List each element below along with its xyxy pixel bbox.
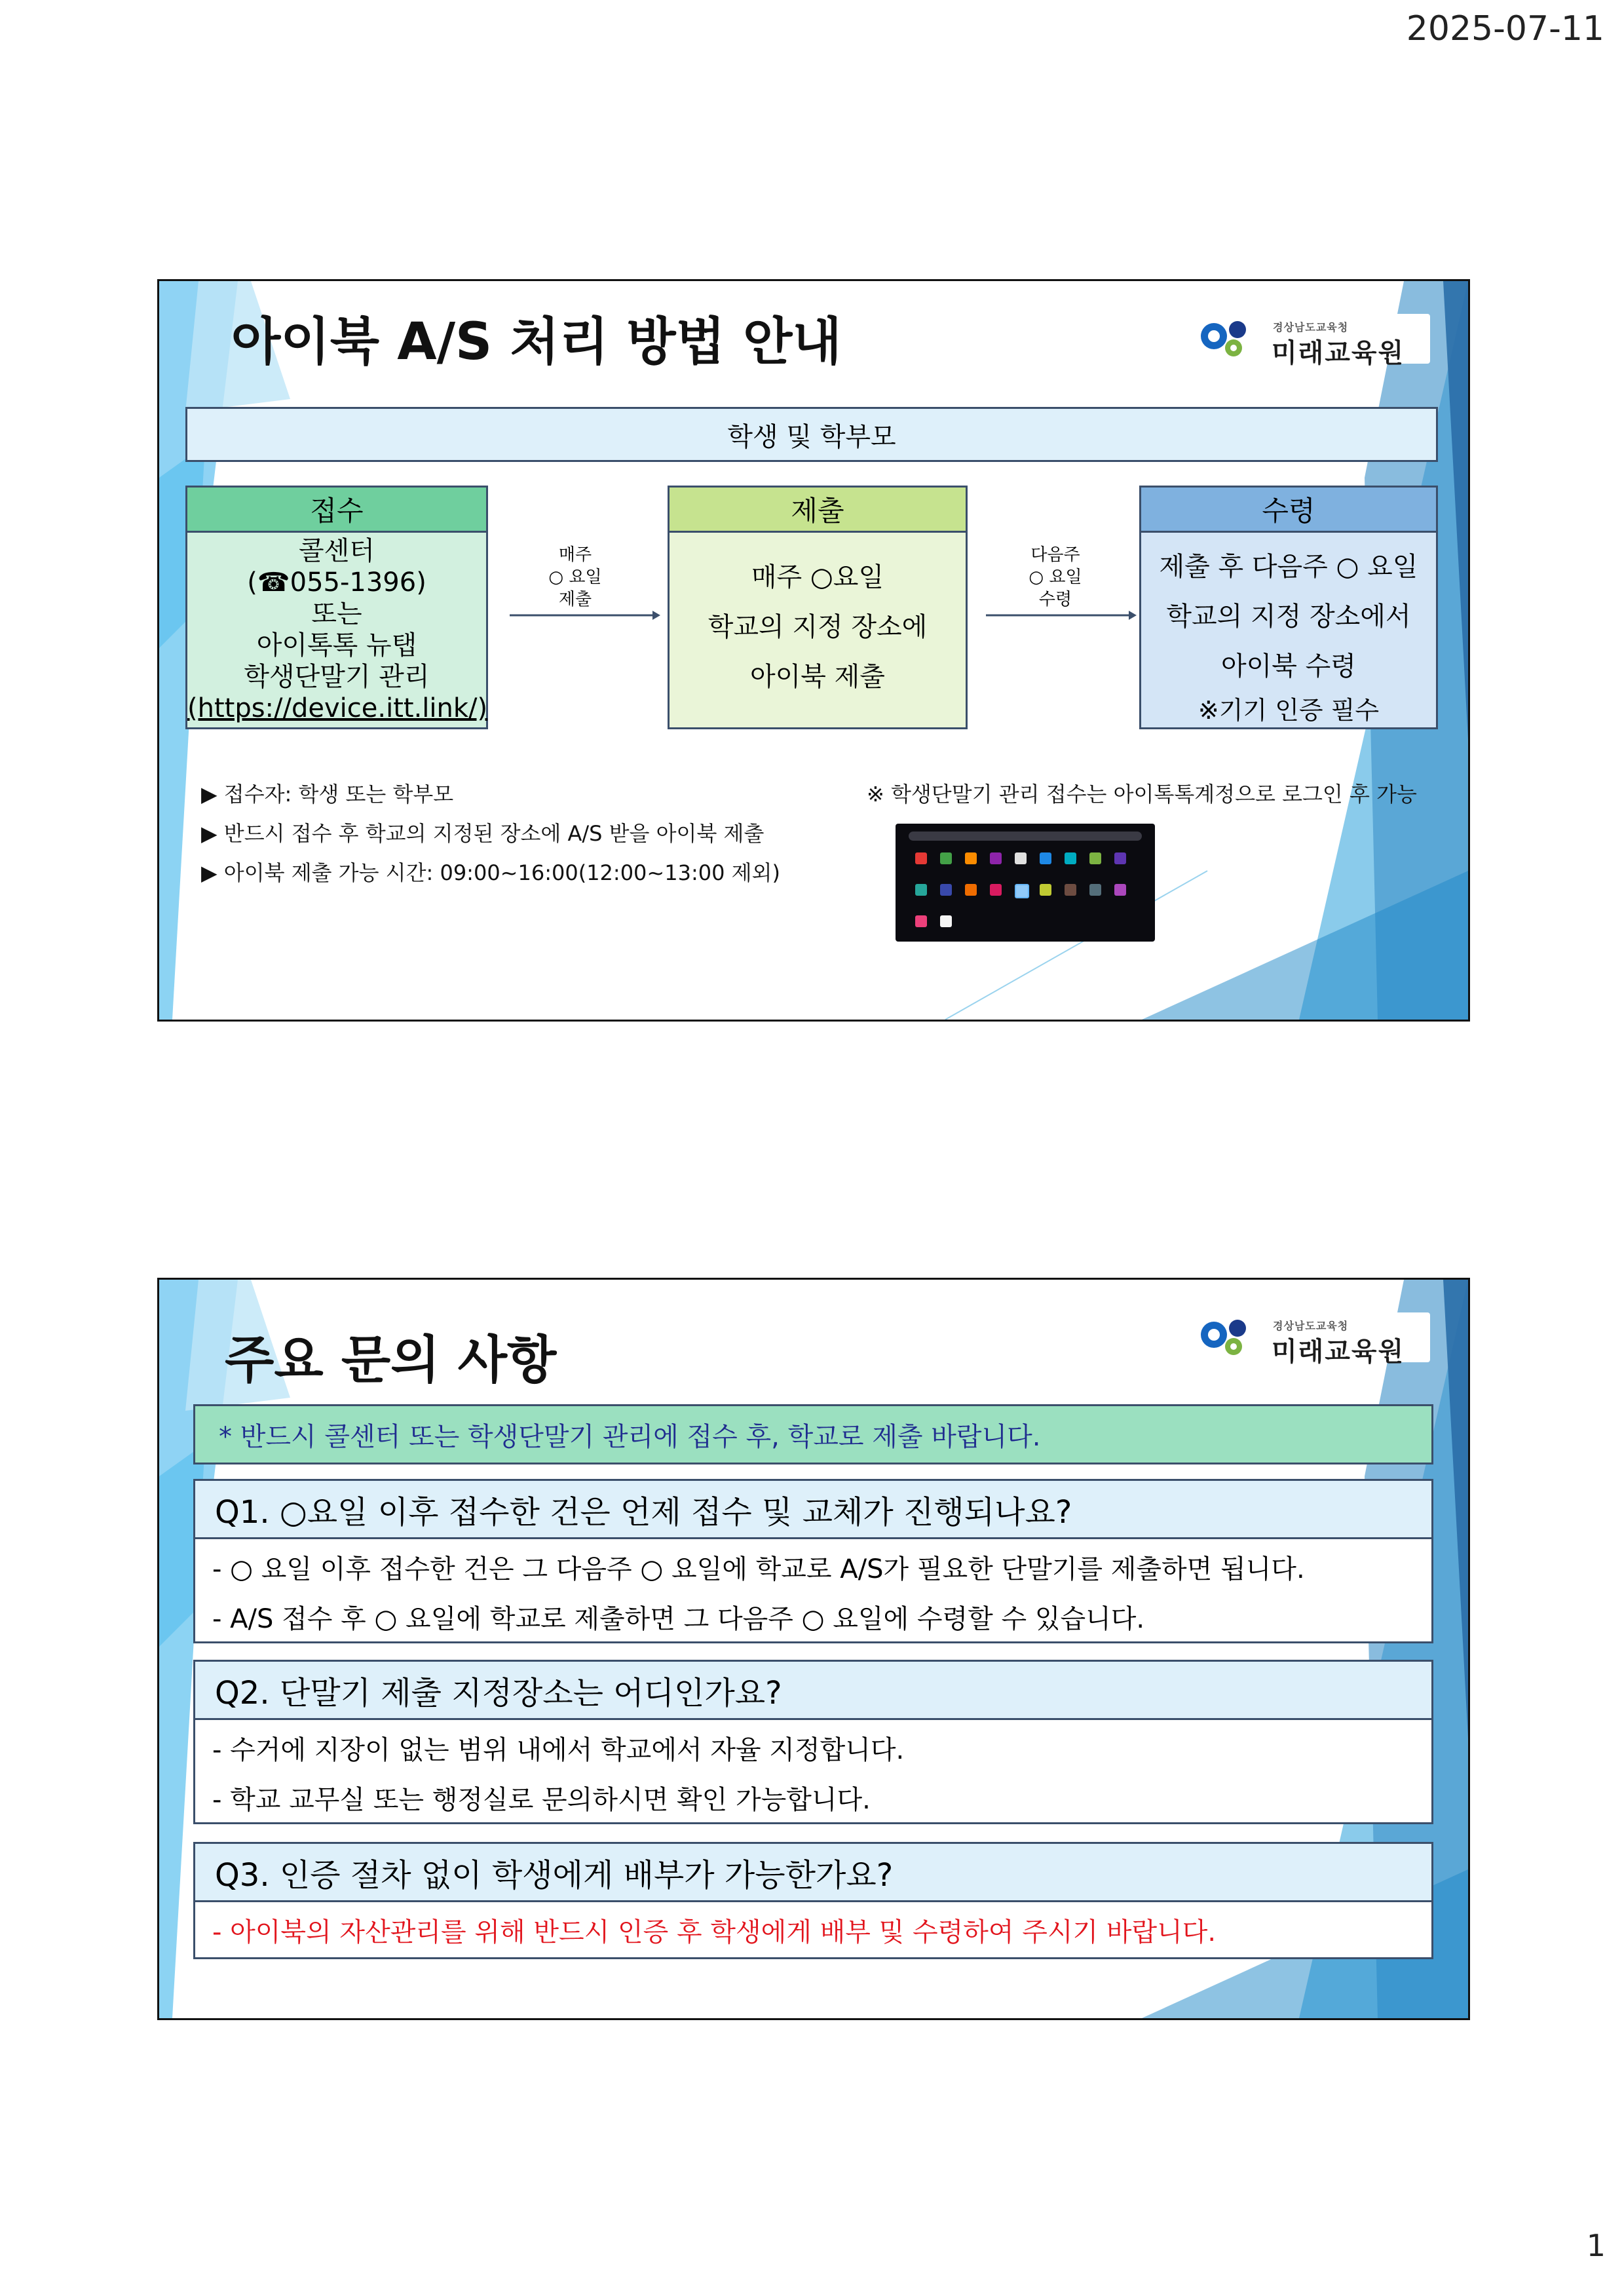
page-date: 2025-07-11 [1406, 9, 1604, 48]
step-submit-title: 제출 [791, 495, 844, 527]
faq-q3 [193, 1842, 1433, 1902]
arrow2-line: 다음주 [1030, 545, 1080, 565]
step-submit-head [668, 486, 968, 533]
logo-org-big: 미래교육원 [1272, 338, 1405, 368]
note-login: ※ 학생단말기 관리 접수는 아이톡톡계정으로 로그인 후 가능 [867, 782, 1417, 807]
step-pickup-line: 학교의 지정 장소에서 [1166, 602, 1411, 632]
logo-mark-icon [1197, 1316, 1269, 1360]
logo [1194, 1312, 1430, 1367]
arrow2-line: 수령 [1038, 589, 1072, 609]
logo [1194, 314, 1430, 368]
faq-q2-answer [193, 1718, 1433, 1824]
faq-q3-question: Q3. 인증 절차 없이 학생에게 배부가 가능한가요? [215, 1856, 894, 1894]
slide2-title: 주요 문의 사항 [225, 1331, 557, 1390]
audience-bar [185, 407, 1438, 462]
step-pickup-line: 제출 후 다음주 ○ 요일 [1159, 552, 1418, 582]
step-receive-head [185, 486, 488, 533]
faq-q1-question: Q1. ○요일 이후 접수한 건은 언제 접수 및 교체가 진행되나요? [215, 1493, 1072, 1531]
faq-q1-answer [193, 1537, 1433, 1643]
faq-q3-answer-line: - 아이북의 자산관리를 위해 반드시 인증 후 학생에게 배부 및 수령하여 주시기 바랍니다. [212, 1917, 1217, 1947]
faq-q3-answer [193, 1900, 1433, 1959]
logo-mark-icon [1197, 318, 1269, 361]
arrow1-line: 매주 [558, 545, 592, 565]
step-receive-phone: (☎055-1396) [247, 567, 426, 598]
slide-as-guide [157, 279, 1470, 1022]
step-receive-line: 학생단말기 관리 [244, 662, 430, 692]
step-receive-body [185, 533, 488, 729]
step-pickup-head [1139, 486, 1438, 533]
arrow2-label [1023, 545, 1088, 611]
faq-q1 [193, 1479, 1433, 1539]
step-receive-line: 콜센터 [299, 536, 375, 566]
audience-label: 학생 및 학부모 [727, 421, 896, 452]
faq-q2 [193, 1660, 1433, 1720]
step-pickup-title: 수령 [1262, 495, 1315, 527]
step-receive-line: 또는 [311, 599, 362, 629]
note-receiver: ▶ 접수자: 학생 또는 학부모 [201, 782, 454, 807]
faq-q2-answer-line: - 수거에 지장이 없는 범위 내에서 학교에서 자율 지정합니다. [212, 1734, 905, 1765]
arrow1-line: 제출 [558, 589, 592, 609]
step-submit-body [668, 533, 968, 729]
note-hours: ▶ 아이북 제출 가능 시간: 09:00~16:00(12:00~13:00 제외) [201, 860, 780, 885]
note-submit: ▶ 반드시 접수 후 학교의 지정된 장소에 A/S 받을 아이북 제출 [201, 821, 765, 846]
step-pickup-note: ※기기 인증 필수 [1198, 696, 1380, 725]
device-portal-screenshot [896, 824, 1155, 942]
screenshot-search-bar [909, 832, 1142, 841]
arrow-right-icon [510, 609, 660, 622]
notice-banner [193, 1404, 1433, 1464]
step-pickup-line: 아이북 수령 [1221, 651, 1356, 681]
step-submit-line: 매주 ○요일 [751, 562, 884, 592]
logo-org-small: 경상남도교육청 [1273, 1320, 1349, 1332]
slide1-title: 아이북 A/S 처리 방법 안내 [231, 313, 842, 372]
device-link[interactable]: (https://device.itt.link/) [187, 693, 488, 723]
logo-org-big: 미래교육원 [1272, 1337, 1405, 1367]
step-pickup-body [1139, 533, 1438, 729]
logo-org-small: 경상남도교육청 [1273, 321, 1349, 334]
arrow1-label [546, 545, 605, 611]
step-receive-line: 아이톡톡 뉴탭 [256, 630, 417, 660]
slide-faq [157, 1278, 1470, 2020]
notice-text: * 반드시 콜센터 또는 학생단말기 관리에 접수 후, 학교로 제출 바랍니다. [219, 1421, 1041, 1452]
step-receive-title: 접수 [310, 495, 364, 527]
page-number: 1 [1586, 2228, 1606, 2263]
faq-q1-answer-line: - A/S 접수 후 ○ 요일에 학교로 제출하면 그 다음주 ○ 요일에 수령할 수 있습니다. [212, 1603, 1145, 1634]
faq-q2-question: Q2. 단말기 제출 지정장소는 어디인가요? [215, 1674, 782, 1712]
faq-q2-answer-line: - 학교 교무실 또는 행정실로 문의하시면 확인 가능합니다. [212, 1784, 871, 1815]
arrow-right-icon [986, 609, 1137, 622]
arrow1-line: ○ 요일 [548, 567, 602, 587]
faq-q1-answer-line: - ○ 요일 이후 접수한 건은 그 다음주 ○ 요일에 학교로 A/S가 필요한 단말기를 제출하면 됩니다. [212, 1554, 1305, 1584]
arrow2-line: ○ 요일 [1029, 567, 1082, 587]
step-submit-line: 아이북 제출 [750, 662, 885, 692]
step-submit-line: 학교의 지정 장소에 [708, 612, 928, 642]
